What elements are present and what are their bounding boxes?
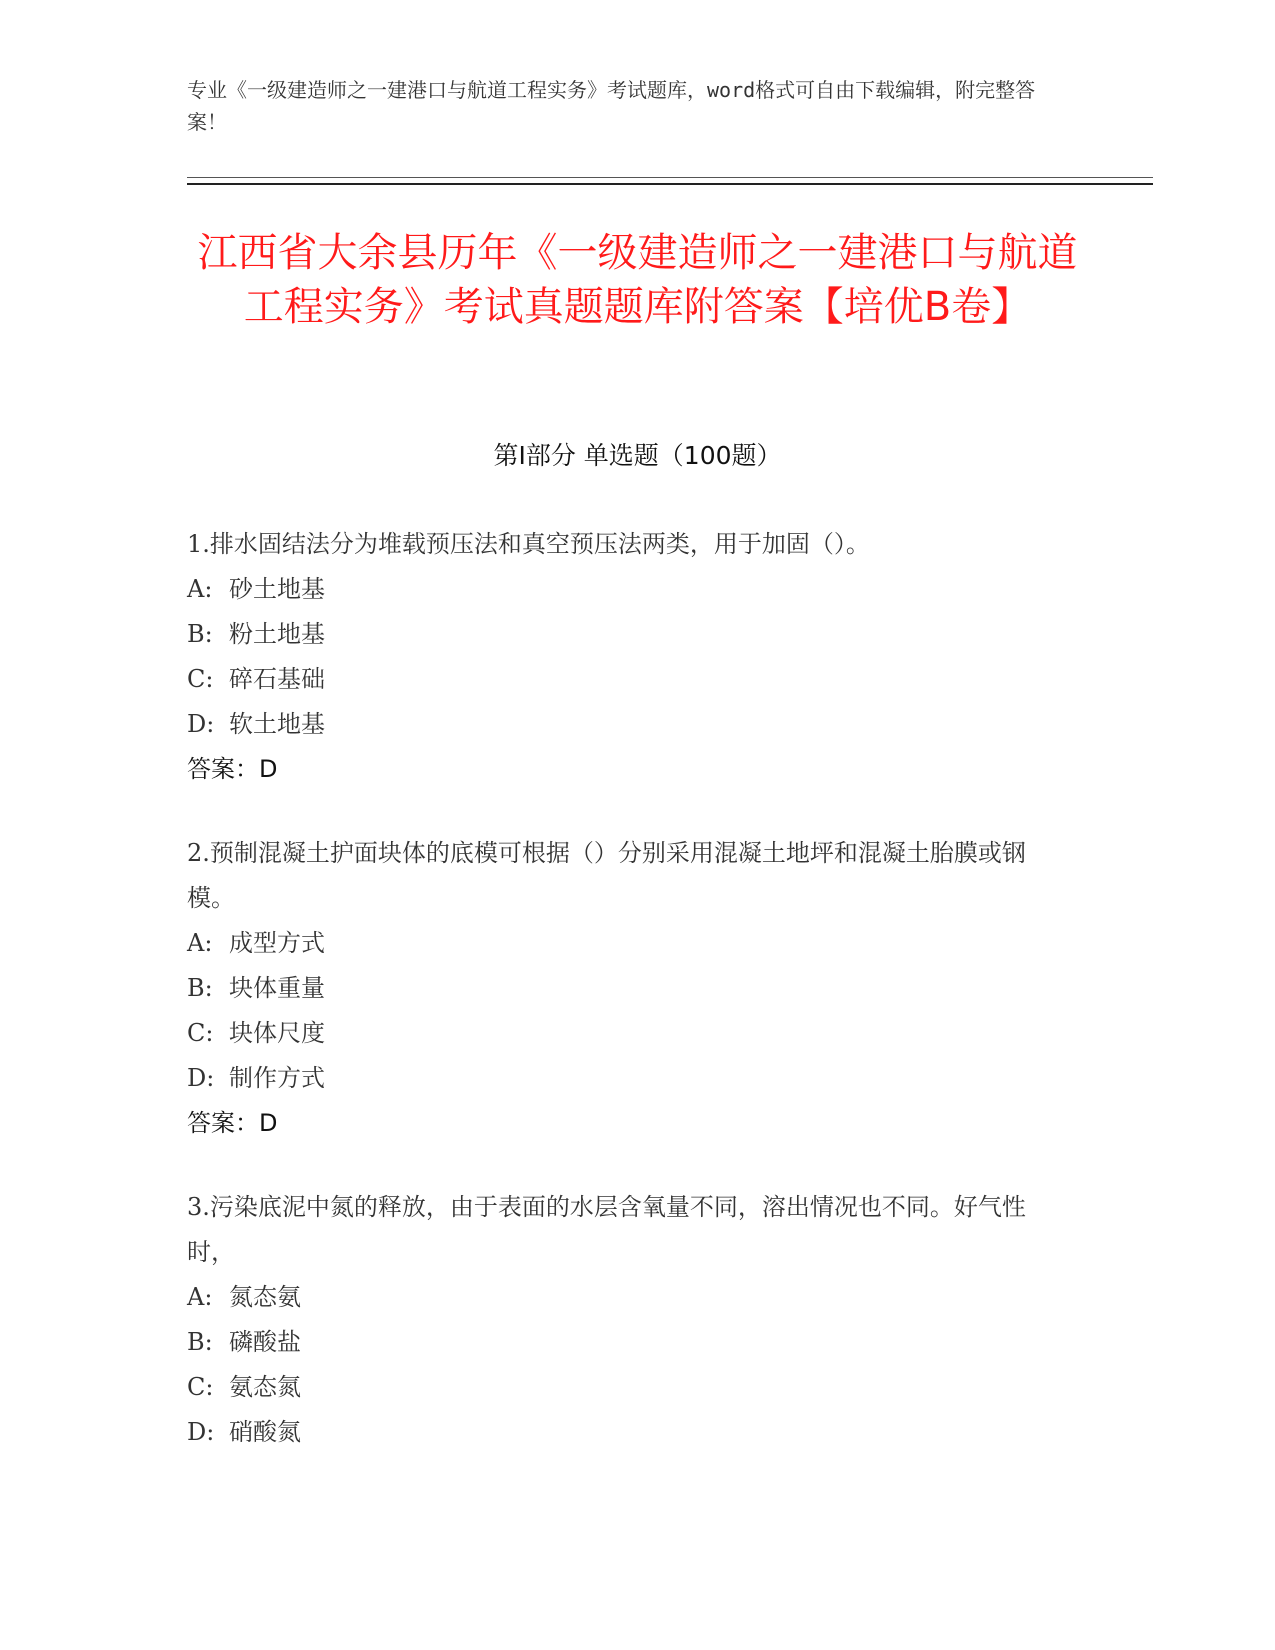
- option-text: 硝酸氮: [229, 1418, 301, 1446]
- question-stem: 2.预制混凝土护面块体的底模可根据（）分别采用混凝土地坪和混凝土胎膜或钢模。: [187, 839, 1026, 912]
- option-letter: D:: [187, 1418, 215, 1446]
- document-title: 江西省大余县历年《一级建造师之一建港口与航道工程实务》考试真题题库附答案【培优B卷】: [197, 230, 1078, 330]
- option-letter: A:: [187, 929, 213, 957]
- section-heading: 第I部分 单选题（100题）: [493, 441, 782, 470]
- option-letter: C:: [187, 665, 214, 693]
- question-3: [187, 1185, 1067, 1455]
- option-text: 氨态氮: [229, 1373, 301, 1401]
- option-text: 砂土地基: [229, 575, 325, 603]
- option-b: [187, 612, 1067, 657]
- answer-line: 答案：D: [187, 1109, 278, 1137]
- option-text: 氮态氨: [229, 1283, 301, 1311]
- option-letter: A:: [187, 575, 213, 603]
- option-text: 块体重量: [229, 974, 325, 1002]
- option-letter: C:: [187, 1373, 214, 1401]
- option-a: [187, 1275, 1067, 1320]
- question-1: [187, 522, 1067, 792]
- option-text: 制作方式: [229, 1064, 325, 1092]
- option-text: 磷酸盐: [229, 1328, 301, 1356]
- option-d: [187, 1056, 1067, 1101]
- question-list: [187, 522, 1067, 1494]
- option-c: [187, 657, 1067, 702]
- option-b: [187, 966, 1067, 1011]
- option-text: 软土地基: [229, 710, 325, 738]
- question-stem: 3.污染底泥中氮的释放，由于表面的水层含氧量不同，溶出情况也不同。好气性时，: [187, 1193, 1026, 1266]
- option-a: [187, 567, 1067, 612]
- option-letter: A:: [187, 1283, 213, 1311]
- option-letter: B:: [187, 1328, 213, 1356]
- option-c: [187, 1365, 1067, 1410]
- option-c: [187, 1011, 1067, 1056]
- option-a: [187, 921, 1067, 966]
- option-letter: C:: [187, 1019, 214, 1047]
- option-text: 成型方式: [229, 929, 325, 957]
- header-divider-thin: [187, 177, 1153, 178]
- option-d: [187, 1410, 1067, 1455]
- option-text: 碎石基础: [229, 665, 325, 693]
- option-letter: D:: [187, 1064, 215, 1092]
- header-divider-thick: [187, 183, 1153, 185]
- header-note: 专业《一级建造师之一建港口与航道工程实务》考试题库，word格式可自由下载编辑，附完整答案！: [187, 78, 1036, 134]
- option-d: [187, 702, 1067, 747]
- option-letter: B:: [187, 974, 213, 1002]
- answer-line: 答案：D: [187, 755, 278, 783]
- option-letter: B:: [187, 620, 213, 648]
- question-stem: 1.排水固结法分为堆载预压法和真空预压法两类，用于加固（）。: [187, 530, 870, 558]
- option-letter: D:: [187, 710, 215, 738]
- option-text: 粉土地基: [229, 620, 325, 648]
- question-2: [187, 831, 1067, 1146]
- option-text: 块体尺度: [229, 1019, 325, 1047]
- option-b: [187, 1320, 1067, 1365]
